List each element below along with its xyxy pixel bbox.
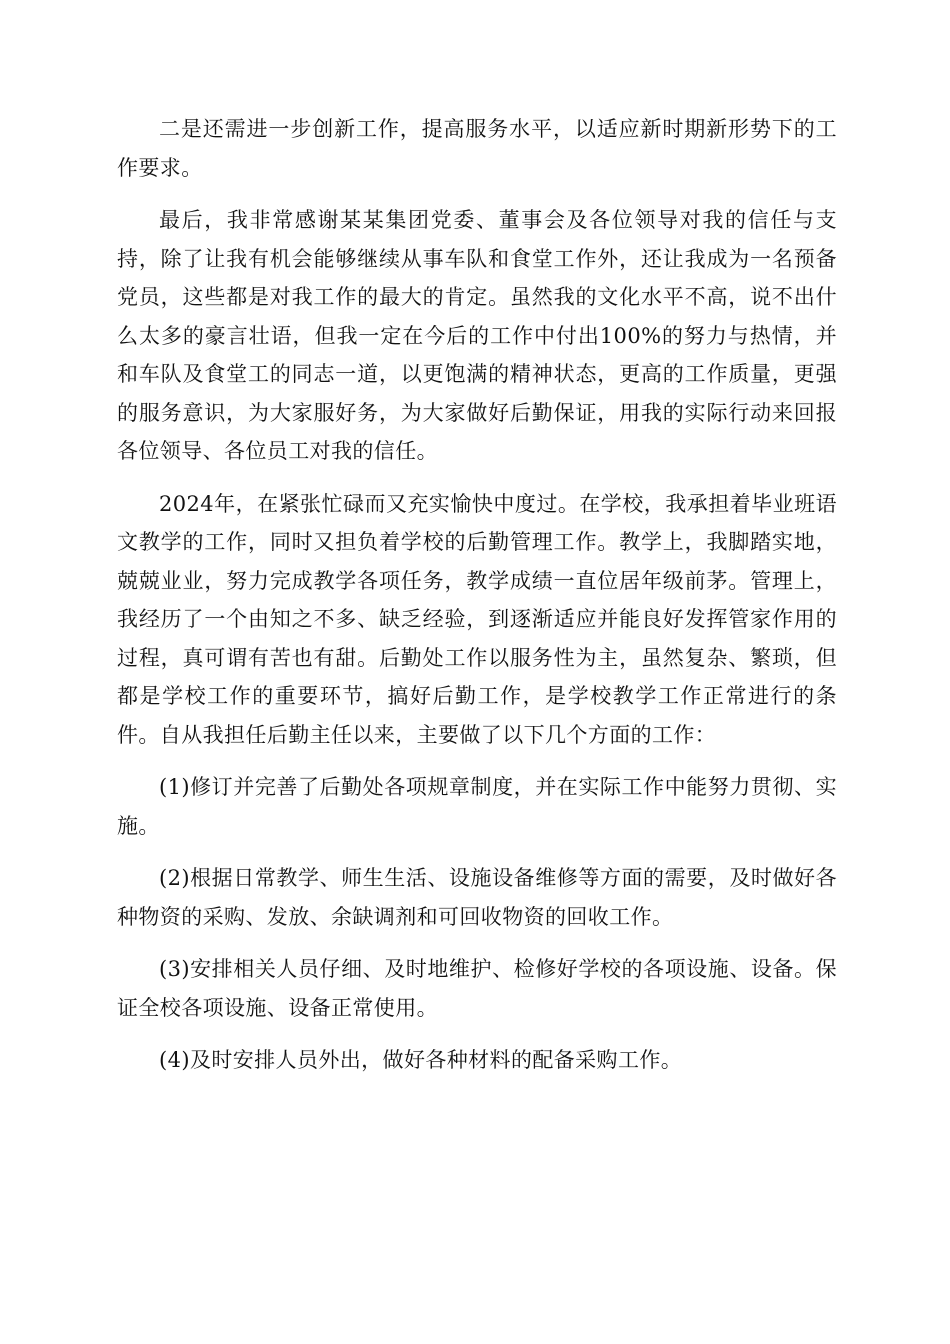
list-item-4: (4)及时安排人员外出，做好各种材料的配备采购工作。 xyxy=(159,1048,683,1072)
paragraph-2024-summary: 2024年，在紧张忙碌而又充实愉快中度过。在学校，我承担着毕业班语文教学的工作，同时又担负着学校的后勤管理工作。教学上，我脚踏实地，兢兢业业，努力完成教学各项任务，教学成绩一直位居年级前茅。管理上，我经历了一个由知之不多、缺乏经验，到逐渐适应并能良好发挥管家作用的过程，真可谓有苦也有甜。后勤处工作以服务性为主，虽然复杂、繁琐，但都是学校工作的重要环节，搞好后勤工作，是学校教学工作正常进行的条件。自从我担任后勤主任以来，主要做了以下几个方面的工作： xyxy=(117,491,837,747)
list-item-1: (1)修订并完善了后勤处各项规章制度，并在实际工作中能努力贯彻、实施。 xyxy=(117,775,837,838)
list-item-2: (2)根据日常教学、师生生活、设施设备维修等方面的需要，及时做好各种物资的采购、发放、余缺调剂和可回收物资的回收工作。 xyxy=(117,866,837,929)
document-body xyxy=(117,110,837,1094)
paragraph-innovation: 二是还需进一步创新工作，提高服务水平，以适应新时期新形势下的工作要求。 xyxy=(117,117,837,180)
paragraph-thanks: 最后，我非常感谢某某集团党委、董事会及各位领导对我的信任与支持，除了让我有机会能够继续从事车队和食堂工作外，还让我成为一名预备党员，这些都是对我工作的最大的肯定。虽然我的文化水平不高，说不出什么太多的豪言壮语，但我一定在今后的工作中付出100%的努力与热情，并和车队及食堂工的同志一道，以更饱满的精神状态，更高的工作质量，更强的服务意识，为大家服好务，为大家做好后勤保证，用我的实际行动来回报各位领导、各位员工对我的信任。 xyxy=(117,208,837,463)
list-item-3: (3)安排相关人员仔细、及时地维护、检修好学校的各项设施、设备。保证全校各项设施、设备正常使用。 xyxy=(117,957,837,1020)
